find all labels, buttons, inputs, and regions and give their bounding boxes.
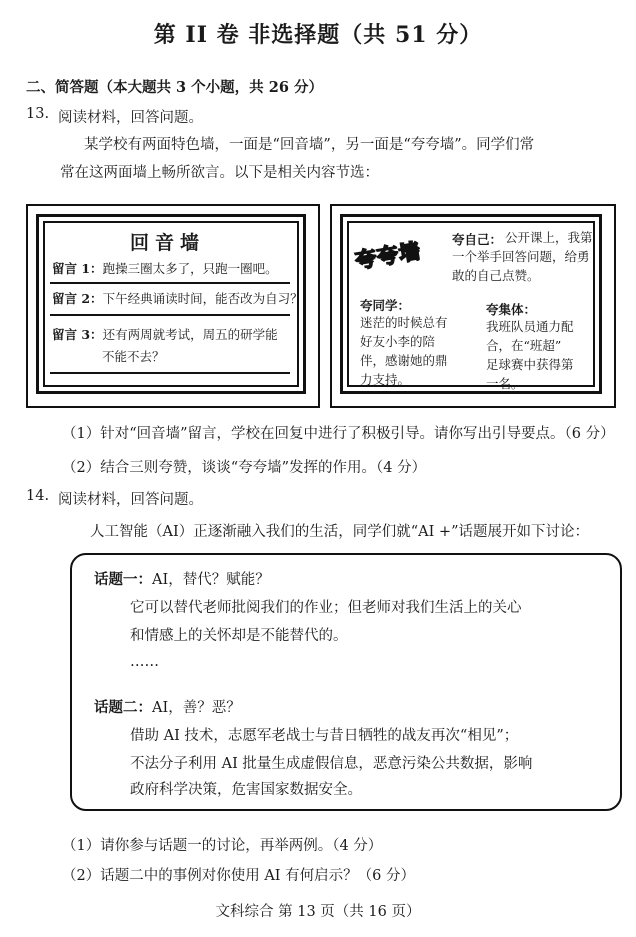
praise-wall-title: 夸夸墙	[353, 238, 423, 274]
section-heading: 二、简答题（本大题共 3 个小题，共 26 分）	[26, 79, 323, 96]
q13-prompt: 阅读材料，回答问题。	[58, 110, 203, 126]
divider	[50, 372, 290, 374]
topic1-line2: 和情感上的关怀却是不能替代的。	[130, 628, 348, 644]
echo-message-2-text: 下午经典诵读时间，能否改为自习？	[102, 291, 303, 306]
praise-collective-line1: 我班队员通力配	[486, 319, 574, 334]
q14-sub2: （2）话题二中的事例对你使用 AI 有何启示？（6 分）	[62, 868, 415, 884]
praise-self-line1: 公开课上，我第	[505, 230, 593, 245]
topic1-line1: 它可以替代老师批阅我们的作业；但老师对我们生活上的关心	[130, 600, 522, 616]
praise-classmate-line2: 好友小李的陪	[360, 334, 436, 349]
echo-message-1-label: 留言 1：	[52, 261, 103, 276]
echo-message-3	[52, 324, 278, 346]
echo-wall-title: 回音墙	[130, 232, 206, 254]
topic2-label: 话题二：	[94, 699, 152, 716]
praise-collective-label: 夸集体：	[486, 302, 537, 317]
praise-self-line3: 敢的自己点赞。	[452, 268, 540, 283]
echo-message-3-continued: 不能不去？	[102, 349, 165, 364]
q13-intro-line1: 某学校有两面特色墙，一面是“回音墙”，另一面是“夸夸墙”。同学们常	[84, 137, 535, 153]
praise-self-line2: 一个举手回答问题，给勇	[452, 249, 590, 264]
echo-message-3-text: 还有两周就考试，周五的研学能	[102, 327, 278, 342]
q14-prompt: 阅读材料，回答问题。	[58, 492, 203, 508]
praise-classmate-line3: 伴，感谢她的鼎	[360, 353, 448, 368]
page-footer: 文科综合 第 13 页（共 16 页）	[215, 904, 421, 920]
topic1-heading: AI，替代？赋能？	[152, 572, 270, 588]
topic2-line3: 政府科学决策，危害国家数据安全。	[130, 782, 362, 798]
q14-intro: 人工智能（AI）正逐渐融入我们的生活，同学们就“AI +”话题展开如下讨论：	[90, 524, 589, 540]
q13-sub1: （1）针对“回音墙”留言，学校在回复中进行了积极引导。请你写出引导要点。（6 分）	[62, 426, 615, 442]
divider	[50, 314, 290, 316]
topic1-label: 话题一：	[94, 571, 152, 588]
q13-sub2: （2）结合三则夸赞，谈谈“夸夸墙”发挥的作用。（4 分）	[62, 460, 427, 476]
q13-intro-line2: 常在这两面墙上畅所欲言。以下是相关内容节选：	[60, 165, 379, 181]
page-title: 第 II 卷 非选择题（共 51 分）	[153, 22, 483, 48]
echo-message-1	[52, 258, 278, 280]
echo-message-2-label: 留言 2：	[52, 291, 103, 306]
praise-self-label: 夸自己：	[452, 232, 503, 247]
echo-message-2	[52, 288, 303, 310]
praise-collective-line3: 足球赛中获得第	[486, 357, 574, 372]
q14-sub1: （1）请你参与话题一的讨论，再举两例。（4 分）	[62, 838, 383, 854]
praise-classmate-line4: 力支持。	[360, 372, 411, 387]
topic1-ellipsis: ……	[130, 654, 159, 670]
divider	[50, 282, 290, 284]
topic2-heading: AI，善？恶？	[152, 700, 241, 716]
praise-classmate-label: 夸同学：	[360, 298, 411, 313]
praise-collective-line4: 一名。	[486, 376, 524, 391]
echo-message-1-text: 跑操三圈太多了，只跑一圈吧。	[102, 261, 278, 276]
topic2-line2: 不法分子利用 AI 批量生成虚假信息，恶意污染公共数据，影响	[130, 756, 533, 772]
q13-number: 13.	[26, 106, 50, 122]
topic1	[94, 566, 270, 594]
echo-message-3-label: 留言 3：	[52, 327, 103, 342]
topic2	[94, 694, 241, 722]
topic2-line1: 借助 AI 技术，志愿军老战士与昔日牺牲的战友再次“相见”；	[130, 728, 519, 744]
praise-classmate-line1: 迷茫的时候总有	[360, 315, 448, 330]
q14-number: 14.	[26, 488, 50, 504]
praise-collective-line2: 合，在“班超”	[486, 338, 562, 353]
